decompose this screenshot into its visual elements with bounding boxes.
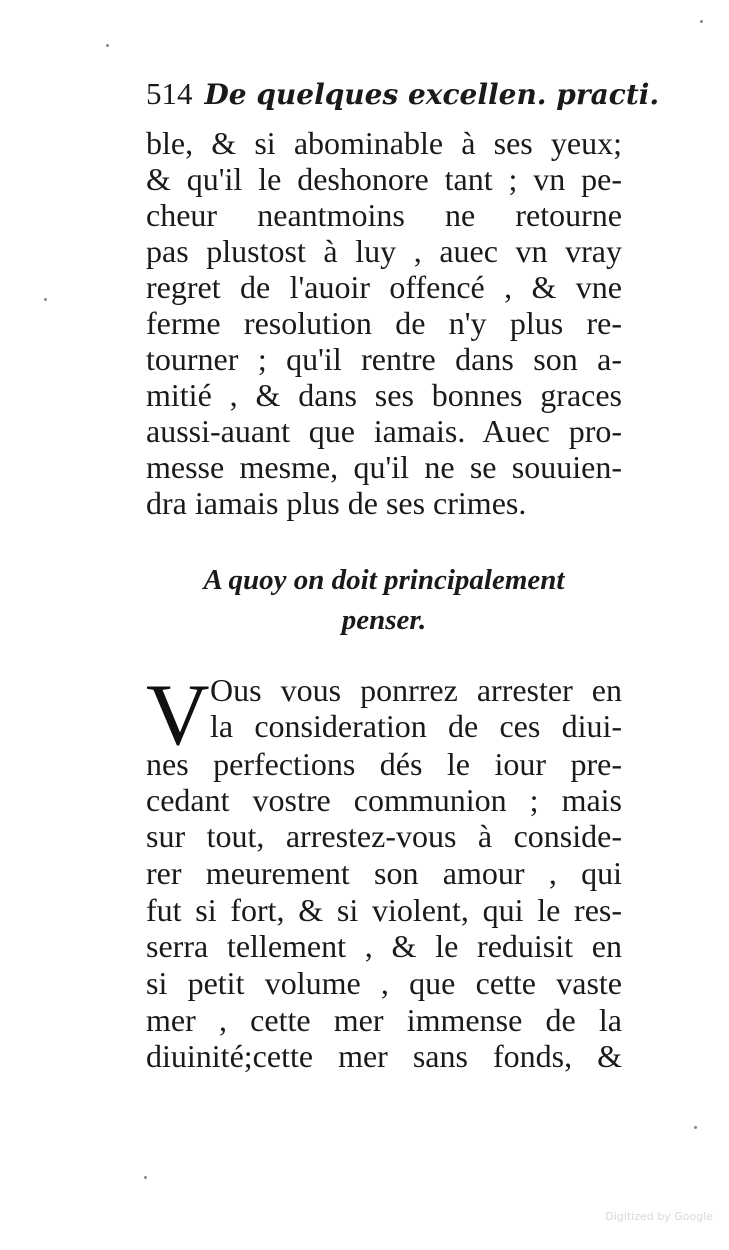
page-number: 514 [146,76,193,111]
paper-speck [44,298,47,301]
paper-speck [144,1176,147,1179]
text-line: Ous vous ponrrez arrester en [210,672,622,708]
text-line: rer meurement son amour , qui [146,855,622,891]
text-line: cedant vostre communion ; mais [146,782,622,818]
text-line: ferme resolution de n'y plus re- [146,305,622,341]
running-title: De quelques excellen. practi. [204,78,660,111]
text-line: sur tout, arrestez-vous à conside- [146,818,622,854]
digitization-watermark: Digitized by Google [605,1210,713,1223]
text-line: ble, & si abominable à ses yeux; [146,125,622,161]
text-line: regret de l'auoir offencé , & vne [146,269,622,305]
text-line: la consideration de ces diui- [210,708,622,744]
paper-speck [694,1126,697,1129]
paper-speck [700,20,703,23]
section-heading-line-2: penser. [341,604,427,636]
text-line: fut si fort, & si violent, qui le res- [146,892,622,928]
text-line: nes perfections dés le iour pre- [146,746,622,782]
text-line: si petit volume , que cette vaste [146,965,622,1001]
text-line: pas plustost à luy , auec vn vray [146,233,622,269]
text-line: messe mesme, qu'il ne se souuien- [146,449,622,485]
text-line: serra tellement , & le reduisit en [146,928,622,964]
running-header [146,72,660,116]
text-line: cheur neantmoins ne retourne [146,197,622,233]
paper-speck [106,44,109,47]
text-line: dra iamais plus de ses crimes. [146,485,527,521]
drop-cap: V [146,667,210,764]
text-line: aussi-auant que iamais. Auec pro- [146,413,622,449]
text-line: mer , cette mer immense de la [146,1002,622,1038]
text-line: tourner ; qu'il rentre dans son a- [146,341,622,377]
text-line: diuinité;cette mer sans fonds, & [146,1038,622,1074]
text-line: mitié , & dans ses bonnes graces [146,377,622,413]
text-line: & qu'il le deshonore tant ; vn pe- [146,161,622,197]
section-heading-line-1: A quoy on doit principalement [203,564,565,596]
